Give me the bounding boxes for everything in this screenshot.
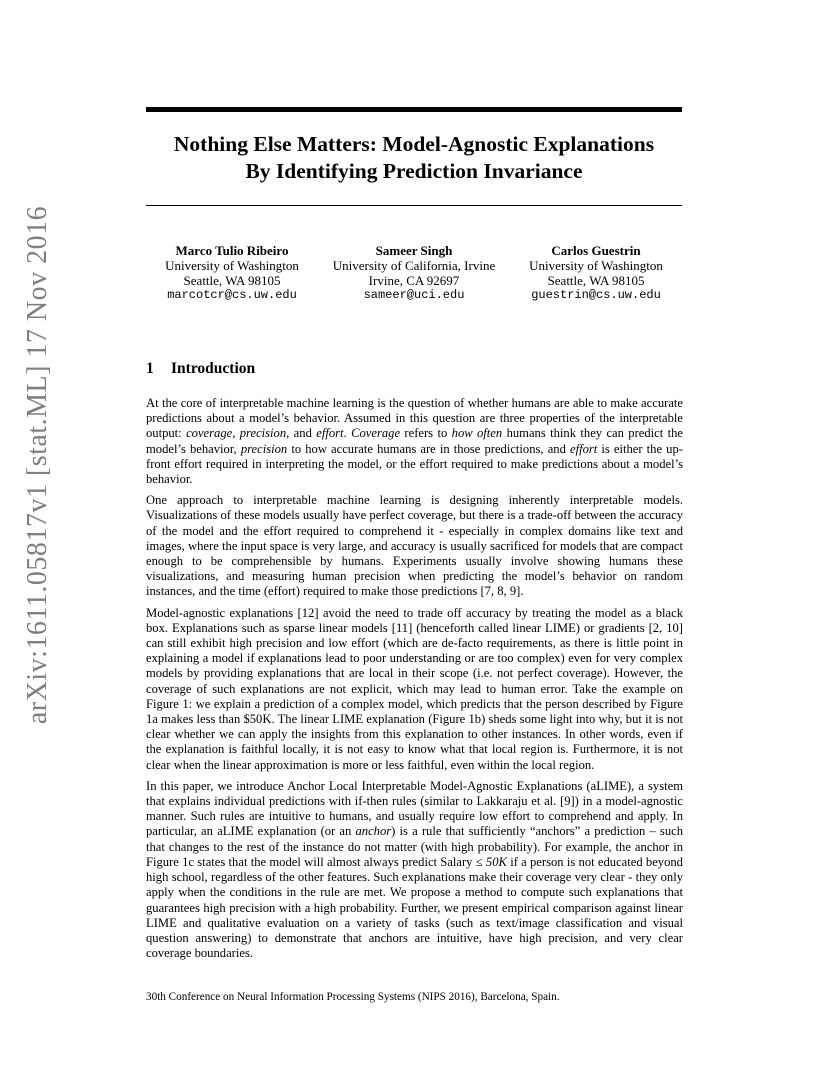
author-name: Marco Tulio Ribeiro [175, 243, 289, 258]
text-run: ) is a rule that sufficiently “anchors” a prediction – such that changes to the rest of the instance do not matter (with high probability). For example, the anchor in Figure 1c states that the model will almost always predict Salary ≤ [146, 824, 683, 869]
text-run: In this paper, we introduce Anchor Local Interpretable Model-Agnostic Explanations (aLIME), a system that explains individual predictions with if-then rules (similar to Lakkaraju et al. [9]) in a model-agnostic manner. Such rules are intuitive to humans, and usually require low effort to comprehend and apply. In particular, an aLIME explanation (or an [146, 778, 683, 839]
paper-title [146, 131, 682, 185]
emphasis: Coverage [351, 426, 401, 441]
arxiv-identifier: arXiv:1611.05817v1 [stat.ML] 17 Nov 2016 [22, 205, 53, 725]
text-run: refers to [400, 426, 452, 441]
section-heading [146, 360, 255, 378]
author-email[interactable]: guestrin@cs.uw.edu [531, 288, 661, 302]
emphasis: anchor [355, 824, 392, 839]
section-title: Introduction [171, 360, 256, 377]
author-address: Seattle, WA 98105 [547, 273, 645, 288]
text-run: . [343, 426, 352, 441]
section-number: 1 [146, 360, 154, 377]
text-run: At the core of interpretable machine learning is the question of whether humans are able to make accurate predictions about a model’s behavior. Assumed in this question are three properties of the interpretable output: [146, 396, 683, 441]
conference-footnote: 30th Conference on Neural Information Processing Systems (NIPS 2016), Barcelona, Spain. [146, 991, 560, 1003]
text-run: to how accurate humans are in those predictions, and [287, 441, 570, 456]
author-email[interactable]: marcotcr@cs.uw.edu [167, 288, 297, 302]
emphasis: precision [239, 426, 287, 441]
emphasis: effort [316, 426, 344, 441]
author-block [146, 243, 682, 313]
text-run: if a person is not educated beyond high school, regardless of the other features. Such explanations make their coverage very clear - they only apply when the conditions in the rule are met. We propose a method to compute such explanations that guarantees high precision with a high probability. Further, we present empirical comparison against linear LIME and qualitative evaluation on a variety of tasks (such as text/image classification and visual question answering) to demonstrate that anchors are intuitive, have high precision, and very clear coverage boundaries. [146, 854, 683, 961]
paragraph-2: One approach to interpretable machine learning is designing inherently interpretable models. Visualizations of these models usually have perfect coverage, but there is a trade-off between the accuracy of the model and the effort required to comprehend it - especially in complex domains like text and images, where the input space is very large, and accuracy is usually sacrificed for models that are compact enough to be comprehensible by humans. Experiments usually involve showing humans these visualizations, and measuring human precision when predicting the model’s behavior on random instances, and the time (effort) required to make those predictions [7, 8, 9]. [146, 493, 683, 599]
author-affiliation: University of Washington [165, 258, 299, 273]
title-bottom-rule [146, 205, 682, 206]
title-line-2: By Identifying Prediction Invariance [245, 159, 583, 183]
paragraph-3: Model-agnostic explanations [12] avoid the need to trade off accuracy by treating the model as a black box. Explanations such as sparse linear models [11] (henceforth called linear LIME) or gradients [2, 10] can still exhibit high precision and low effort (which are de-facto requirements, as there is little point in explaining a model if explanations lead to poor understanding or are too complex) even for very complex models by providing explanations that are local in their scope (i.e. not perfect coverage). However, the coverage of such explanations are not explicit, which may lead to human error. Take the example on Figure 1: we explain a prediction of a complex model, which predicts that the person described by Figure 1a makes less than $50K. The linear LIME explanation (Figure 1b) sheds some light into why, but it is not clear whether we can apply the insights from this explanation to other instances. In other words, even if the explanation is faithful locally, it is not easy to know what that local region is. Furthermore, it is not clear when the linear approximation is more or less faithful, even within the local region. [146, 605, 683, 772]
math-expression: 50K [485, 854, 507, 869]
emphasis: coverage [186, 426, 233, 441]
emphasis: effort [569, 441, 598, 456]
paragraph-1 [146, 396, 683, 487]
author-affiliation: University of California, Irvine [332, 258, 496, 273]
author-3 [501, 243, 691, 303]
author-email[interactable]: sameer@uci.edu [363, 288, 465, 302]
author-name: Carlos Guestrin [551, 243, 641, 258]
text-run: humans think they can predict the model’s behavior, [146, 426, 684, 456]
author-2 [319, 243, 509, 303]
author-address: Irvine, CA 92697 [368, 273, 460, 288]
title-line-1: Nothing Else Matters: Model-Agnostic Explanations [173, 132, 655, 156]
author-1 [137, 243, 327, 303]
paragraph-4 [146, 779, 683, 961]
title-top-rule [146, 107, 682, 112]
author-name: Sameer Singh [375, 243, 453, 258]
text-run: , and [286, 426, 317, 441]
emphasis: precision [240, 441, 288, 456]
author-address: Seattle, WA 98105 [183, 273, 281, 288]
emphasis: how often [451, 426, 503, 441]
arxiv-stamp [18, 0, 58, 1072]
body-text [146, 396, 683, 967]
text-run: is either the up-front effort required in interpreting the model, or the effort required to make predictions about a model’s behavior. [146, 441, 683, 487]
text-run: , [232, 426, 240, 441]
author-affiliation: University of Washington [529, 258, 663, 273]
